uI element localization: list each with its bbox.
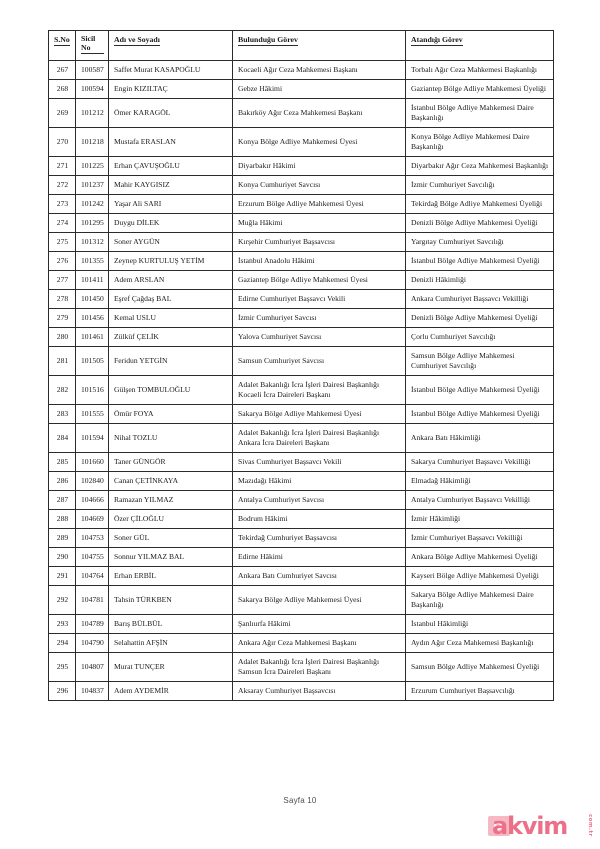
- cell-current-position: Samsun Cumhuriyet Savcısı: [233, 347, 406, 376]
- cell-name: Gülşen TOMBULOĞLU: [109, 376, 233, 405]
- cell-sno: 296: [49, 682, 76, 701]
- cell-sno: 268: [49, 79, 76, 98]
- cell-name: Kemal USLU: [109, 309, 233, 328]
- cell-name: Tahsin TÜRKBEN: [109, 586, 233, 615]
- cell-name: Eşref Çağdaş BAL: [109, 290, 233, 309]
- table-row: [49, 127, 554, 156]
- cell-current-position: Konya Bölge Adliye Mahkemesi Üyesi: [233, 127, 406, 156]
- table-row: [49, 176, 554, 195]
- cell-current-position: Diyarbakır Hâkimi: [233, 157, 406, 176]
- cell-name: Mahir KAYGISIZ: [109, 176, 233, 195]
- cell-sno: 270: [49, 127, 76, 156]
- column-header-assigned-position-label: Atandığı Görev: [411, 35, 463, 44]
- table-row: [49, 157, 554, 176]
- cell-name: Mustafa ERASLAN: [109, 127, 233, 156]
- cell-assigned-position: Antalya Cumhuriyet Başsavcı Vekilliği: [406, 491, 554, 510]
- cell-sno: 281: [49, 347, 76, 376]
- cell-current-position: Erzurum Bölge Adliye Mahkemesi Üyesi: [233, 195, 406, 214]
- cell-current-position: Adalet Bakanlığı İcra İşleri Dairesi Başkanlığı Kocaeli İcra Daireleri Başkanı: [233, 376, 406, 405]
- cell-sno: 287: [49, 491, 76, 510]
- cell-assigned-position: Çorlu Cumhuriyet Savcılığı: [406, 328, 554, 347]
- column-header-sicil-no-label: Sicil No: [81, 35, 104, 54]
- cell-assigned-position: Torbalı Ağır Ceza Mahkemesi Başkanlığı: [406, 60, 554, 79]
- cell-name: Barış BÜLBÜL: [109, 615, 233, 634]
- cell-sno: 275: [49, 233, 76, 252]
- column-header-current-position: [233, 31, 406, 61]
- cell-sicil-no: 101516: [76, 376, 109, 405]
- cell-sno: 295: [49, 653, 76, 682]
- column-header-sno-label: S.No: [54, 35, 70, 44]
- cell-sno: 274: [49, 214, 76, 233]
- table-row: [49, 60, 554, 79]
- cell-assigned-position: Denizli Bölge Adliye Mahkemesi Üyeliği: [406, 214, 554, 233]
- table-row: [49, 510, 554, 529]
- cell-assigned-position: Tekirdağ Bölge Adliye Mahkemesi Üyeliği: [406, 195, 554, 214]
- cell-current-position: Aksaray Cumhuriyet Başsavcısı: [233, 682, 406, 701]
- cell-assigned-position: İstanbul Hâkimliği: [406, 615, 554, 634]
- cell-name: Erhan ERBİL: [109, 567, 233, 586]
- cell-name: Zülküf ÇELİK: [109, 328, 233, 347]
- cell-sicil-no: 104789: [76, 615, 109, 634]
- cell-sicil-no: 101594: [76, 424, 109, 453]
- cell-sicil-no: 101450: [76, 290, 109, 309]
- table-row: [49, 233, 554, 252]
- cell-sno: 277: [49, 271, 76, 290]
- cell-name: Ömer KARAGÖL: [109, 98, 233, 127]
- cell-current-position: Kocaeli Ağır Ceza Mahkemesi Başkanı: [233, 60, 406, 79]
- cell-assigned-position: İstanbul Bölge Adliye Mahkemesi Üyeliği: [406, 405, 554, 424]
- cell-assigned-position: Elmadağ Hâkimliği: [406, 472, 554, 491]
- table-row: [49, 424, 554, 453]
- cell-sno: 292: [49, 586, 76, 615]
- cell-name: Zeynep KURTULUŞ YETİM: [109, 252, 233, 271]
- cell-name: Saffet Murat KASAPOĞLU: [109, 60, 233, 79]
- column-header-sicil-no: [76, 31, 109, 61]
- cell-current-position: Mazıdağı Hâkimi: [233, 472, 406, 491]
- cell-name: Adem AYDEMİR: [109, 682, 233, 701]
- table-row: [49, 653, 554, 682]
- cell-current-position: Gebze Hâkimi: [233, 79, 406, 98]
- cell-current-position: Sivas Cumhuriyet Başsavcı Vekili: [233, 453, 406, 472]
- table-row: [49, 290, 554, 309]
- cell-name: Özer ÇİLOĞLU: [109, 510, 233, 529]
- cell-assigned-position: Samsun Bölge Adliye Mahkemesi Üyeliği: [406, 653, 554, 682]
- cell-sicil-no: 101242: [76, 195, 109, 214]
- cell-sicil-no: 104666: [76, 491, 109, 510]
- cell-current-position: Muğla Hâkimi: [233, 214, 406, 233]
- cell-assigned-position: Ankara Bölge Adliye Mahkemesi Üyeliği: [406, 548, 554, 567]
- column-header-sno: [49, 31, 76, 61]
- cell-sno: 271: [49, 157, 76, 176]
- cell-sno: 282: [49, 376, 76, 405]
- cell-sicil-no: 101355: [76, 252, 109, 271]
- watermark-brand-text: akvim: [492, 812, 568, 840]
- cell-current-position: Adalet Bakanlığı İcra İşleri Dairesi Başkanlığı Ankara İcra Daireleri Başkanı: [233, 424, 406, 453]
- column-header-name-label: Adı ve Soyadı: [114, 35, 160, 44]
- cell-name: Soner GÜL: [109, 529, 233, 548]
- cell-name: Yaşar Ali SARI: [109, 195, 233, 214]
- cell-current-position: Konya Cumhuriyet Savcısı: [233, 176, 406, 195]
- cell-current-position: Ankara Ağır Ceza Mahkemesi Başkanı: [233, 634, 406, 653]
- table-header: [49, 31, 554, 61]
- appointments-table: [48, 30, 554, 701]
- cell-assigned-position: Konya Bölge Adliye Mahkemesi Daire Başkanlığı: [406, 127, 554, 156]
- cell-assigned-position: Ankara Cumhuriyet Başsavcı Vekilliği: [406, 290, 554, 309]
- table-row: [49, 271, 554, 290]
- cell-sicil-no: 104781: [76, 586, 109, 615]
- table-row: [49, 529, 554, 548]
- cell-name: Taner GÜNGÖR: [109, 453, 233, 472]
- cell-sicil-no: 104807: [76, 653, 109, 682]
- cell-assigned-position: Sakarya Bölge Adliye Mahkemesi Daire Başkanlığı: [406, 586, 554, 615]
- table-row: [49, 214, 554, 233]
- cell-sicil-no: 104837: [76, 682, 109, 701]
- cell-sno: 288: [49, 510, 76, 529]
- table-row: [49, 472, 554, 491]
- cell-sicil-no: 104764: [76, 567, 109, 586]
- table-row: [49, 634, 554, 653]
- cell-assigned-position: İstanbul Bölge Adliye Mahkemesi Daire Başkanlığı: [406, 98, 554, 127]
- cell-current-position: İzmir Cumhuriyet Savcısı: [233, 309, 406, 328]
- cell-current-position: Adalet Bakanlığı İcra İşleri Dairesi Başkanlığı Samsun İcra Daireleri Başkanı: [233, 653, 406, 682]
- cell-sno: 273: [49, 195, 76, 214]
- cell-assigned-position: İzmir Hâkimliği: [406, 510, 554, 529]
- cell-sicil-no: 104790: [76, 634, 109, 653]
- cell-name: Ömür FOYA: [109, 405, 233, 424]
- watermark-domain-text: com.tr: [587, 814, 593, 837]
- table-row: [49, 453, 554, 472]
- column-header-current-position-label: Bulunduğu Görev: [238, 35, 298, 44]
- cell-sno: 278: [49, 290, 76, 309]
- cell-assigned-position: İstanbul Bölge Adliye Mahkemesi Üyeliği: [406, 252, 554, 271]
- cell-sicil-no: 101660: [76, 453, 109, 472]
- cell-sicil-no: 101225: [76, 157, 109, 176]
- cell-sicil-no: 101218: [76, 127, 109, 156]
- cell-sicil-no: 104753: [76, 529, 109, 548]
- cell-sicil-no: 104755: [76, 548, 109, 567]
- cell-sno: 286: [49, 472, 76, 491]
- cell-name: Engin KIZILTAÇ: [109, 79, 233, 98]
- cell-current-position: Sakarya Bölge Adliye Mahkemesi Üyesi: [233, 405, 406, 424]
- cell-assigned-position: İzmir Cumhuriyet Başsavcı Vekilliği: [406, 529, 554, 548]
- table-row: [49, 548, 554, 567]
- cell-sno: 293: [49, 615, 76, 634]
- cell-current-position: Bakırköy Ağır Ceza Mahkemesi Başkanı: [233, 98, 406, 127]
- table-row: [49, 405, 554, 424]
- cell-current-position: Şanlıurfa Hâkimi: [233, 615, 406, 634]
- cell-assigned-position: Gaziantep Bölge Adliye Mahkemesi Üyeliği: [406, 79, 554, 98]
- cell-assigned-position: Samsun Bölge Adliye Mahkemesi Cumhuriyet Savcılığı: [406, 347, 554, 376]
- column-header-assigned-position: [406, 31, 554, 61]
- cell-current-position: Ankara Batı Cumhuriyet Savcısı: [233, 567, 406, 586]
- cell-sicil-no: 101461: [76, 328, 109, 347]
- cell-sno: 283: [49, 405, 76, 424]
- cell-sicil-no: 101411: [76, 271, 109, 290]
- table-row: [49, 586, 554, 615]
- table-row: [49, 309, 554, 328]
- cell-assigned-position: Aydın Ağır Ceza Mahkemesi Başkanlığı: [406, 634, 554, 653]
- cell-sicil-no: 101212: [76, 98, 109, 127]
- appointments-table-container: [48, 30, 553, 701]
- cell-assigned-position: Sakarya Cumhuriyet Başsavcı Vekilliği: [406, 453, 554, 472]
- cell-assigned-position: Kayseri Bölge Adliye Mahkemesi Üyeliği: [406, 567, 554, 586]
- cell-name: Sonnur YILMAZ BAL: [109, 548, 233, 567]
- cell-sicil-no: 101505: [76, 347, 109, 376]
- cell-current-position: Gaziantep Bölge Adliye Mahkemesi Üyesi: [233, 271, 406, 290]
- cell-current-position: Kırşehir Cumhuriyet Başsavcısı: [233, 233, 406, 252]
- cell-current-position: Tekirdağ Cumhuriyet Başsavcısı: [233, 529, 406, 548]
- table-body: [49, 60, 554, 701]
- cell-sno: 276: [49, 252, 76, 271]
- cell-sicil-no: 101295: [76, 214, 109, 233]
- cell-current-position: Yalova Cumhuriyet Savcısı: [233, 328, 406, 347]
- cell-sicil-no: 101456: [76, 309, 109, 328]
- cell-sno: 280: [49, 328, 76, 347]
- cell-name: Adem ARSLAN: [109, 271, 233, 290]
- cell-current-position: İstanbul Anadolu Hâkimi: [233, 252, 406, 271]
- cell-assigned-position: Erzurum Cumhuriyet Başsavcılığı: [406, 682, 554, 701]
- cell-current-position: Edirne Hâkimi: [233, 548, 406, 567]
- cell-sno: 272: [49, 176, 76, 195]
- cell-sno: 289: [49, 529, 76, 548]
- cell-assigned-position: Denizli Hâkimliği: [406, 271, 554, 290]
- cell-name: Soner AYGÜN: [109, 233, 233, 252]
- cell-sicil-no: 101237: [76, 176, 109, 195]
- cell-sicil-no: 104669: [76, 510, 109, 529]
- cell-sno: 294: [49, 634, 76, 653]
- table-row: [49, 682, 554, 701]
- cell-sno: 267: [49, 60, 76, 79]
- table-row: [49, 376, 554, 405]
- cell-sno: 291: [49, 567, 76, 586]
- table-row: [49, 98, 554, 127]
- cell-sicil-no: 101312: [76, 233, 109, 252]
- table-row: [49, 252, 554, 271]
- cell-name: Selahattin AFŞİN: [109, 634, 233, 653]
- cell-assigned-position: İstanbul Bölge Adliye Mahkemesi Üyeliği: [406, 376, 554, 405]
- cell-current-position: Sakarya Bölge Adliye Mahkemesi Üyesi: [233, 586, 406, 615]
- cell-sno: 279: [49, 309, 76, 328]
- table-row: [49, 615, 554, 634]
- table-row: [49, 195, 554, 214]
- cell-assigned-position: İzmir Cumhuriyet Savcılığı: [406, 176, 554, 195]
- page-footer: Sayfa 10: [283, 796, 317, 805]
- cell-name: Canan ÇETİNKAYA: [109, 472, 233, 491]
- cell-sno: 269: [49, 98, 76, 127]
- table-row: [49, 491, 554, 510]
- cell-sicil-no: 101555: [76, 405, 109, 424]
- table-row: [49, 347, 554, 376]
- table-row: [49, 328, 554, 347]
- table-header-row: [49, 31, 554, 61]
- cell-name: Nihal TOZLU: [109, 424, 233, 453]
- cell-name: Ramazan YILMAZ: [109, 491, 233, 510]
- cell-current-position: Antalya Cumhuriyet Savcısı: [233, 491, 406, 510]
- table-row: [49, 79, 554, 98]
- takvim-watermark-logo: [486, 811, 594, 845]
- cell-name: Duygu DİLEK: [109, 214, 233, 233]
- cell-sicil-no: 102840: [76, 472, 109, 491]
- cell-name: Murat TUNÇER: [109, 653, 233, 682]
- cell-current-position: Edirne Cumhuriyet Başsavcı Vekili: [233, 290, 406, 309]
- cell-current-position: Bodrum Hâkimi: [233, 510, 406, 529]
- cell-sno: 290: [49, 548, 76, 567]
- cell-sno: 285: [49, 453, 76, 472]
- cell-sicil-no: 100587: [76, 60, 109, 79]
- cell-sno: 284: [49, 424, 76, 453]
- cell-assigned-position: Ankara Batı Hâkimliği: [406, 424, 554, 453]
- column-header-name: [109, 31, 233, 61]
- cell-assigned-position: Yargıtay Cumhuriyet Savcılığı: [406, 233, 554, 252]
- cell-assigned-position: Denizli Bölge Adliye Mahkemesi Üyeliği: [406, 309, 554, 328]
- table-row: [49, 567, 554, 586]
- cell-name: Erhan ÇAVUŞOĞLU: [109, 157, 233, 176]
- cell-name: Feridun YETGİN: [109, 347, 233, 376]
- cell-sicil-no: 100594: [76, 79, 109, 98]
- cell-assigned-position: Diyarbakır Ağır Ceza Mahkemesi Başkanlığı: [406, 157, 554, 176]
